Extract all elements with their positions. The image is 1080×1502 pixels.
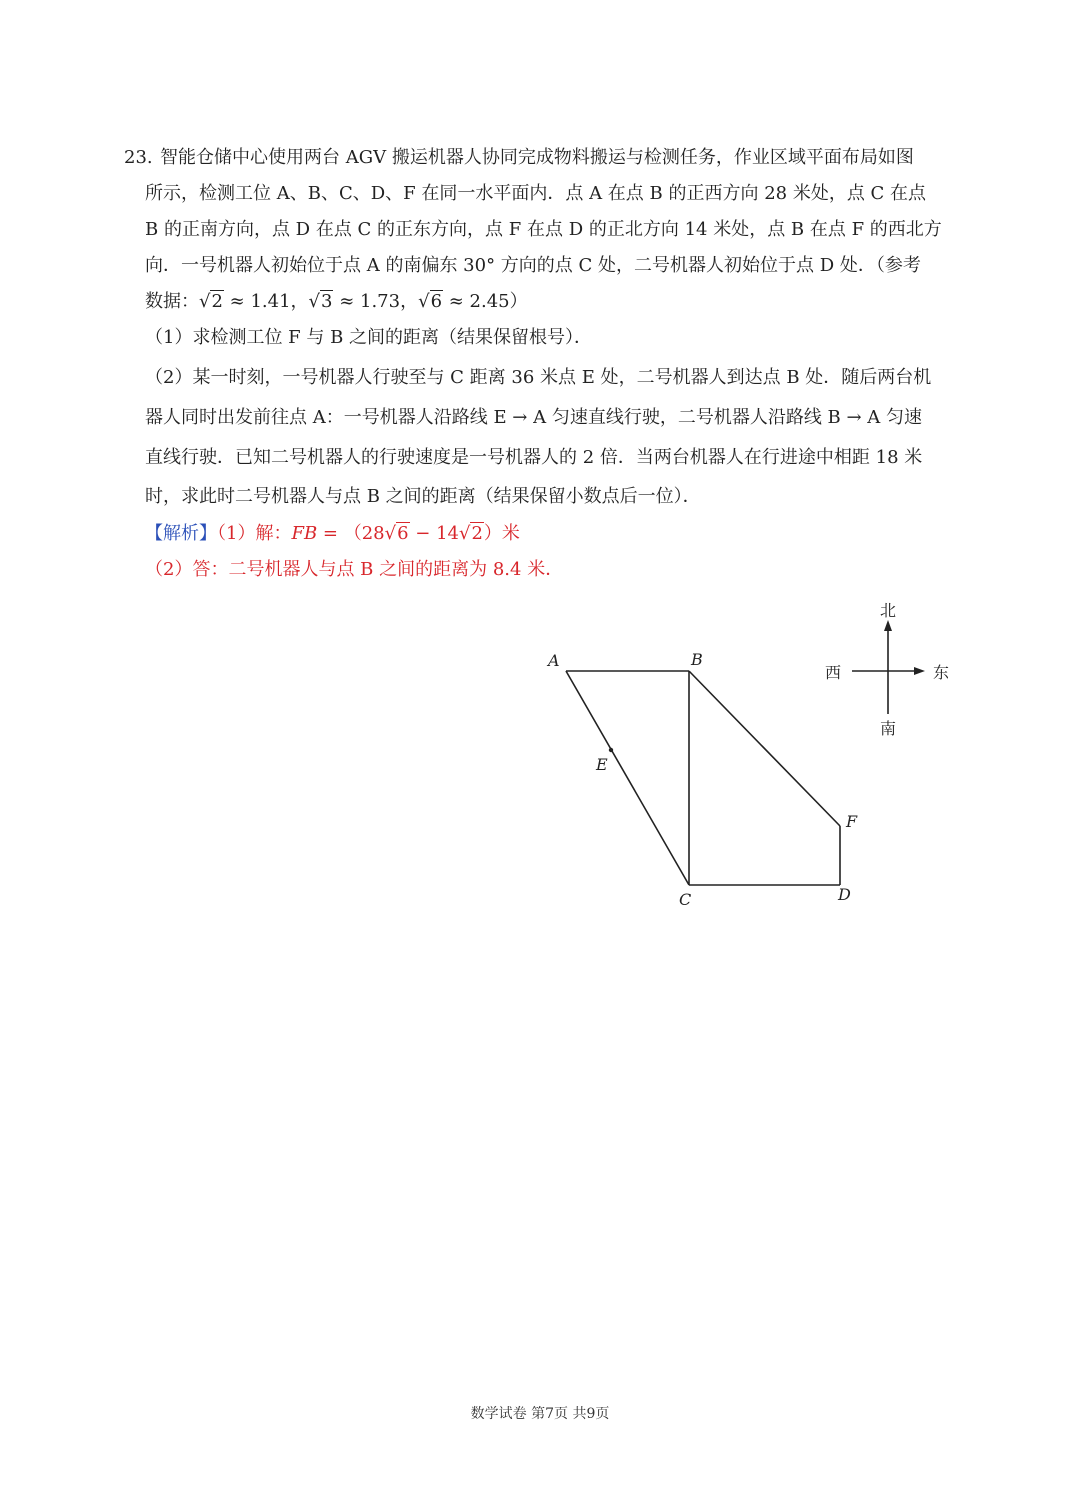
sqrt-3-value: ≈ 1.73， bbox=[333, 291, 419, 312]
sqrt-2: √2 bbox=[199, 291, 223, 312]
part-2-line-2: 器人同时出发前往点 A：一号机器人沿路线 E → A 匀速直线行驶，二号机器人沿路线 B → A 匀速 bbox=[145, 407, 923, 428]
answer-sqrt-2: √2 bbox=[458, 523, 483, 544]
part-2-line-4: 时，求此时二号机器人与点 B 之间的距离（结果保留小数点后一位）． bbox=[145, 486, 701, 507]
answer-1-suffix: ）米 bbox=[483, 523, 520, 544]
analysis-tag: 【解析】 bbox=[145, 523, 217, 544]
answer-1-minus: − 14 bbox=[409, 523, 459, 544]
compass-east-label: 东 bbox=[933, 663, 950, 682]
part-1-question: （1）求检测工位 F 与 B 之间的距离（结果保留根号）． bbox=[145, 327, 593, 348]
part-2-line-1: （2）某一时刻，一号机器人行驶至与 C 距离 36 米点 E 处，二号机器人到达点 B 处．随后两台机 bbox=[145, 367, 932, 388]
label-a: A bbox=[548, 651, 560, 670]
page-footer: 数学试卷 第7页 共9页 bbox=[470, 1406, 610, 1422]
answer-1-eq: = （28 bbox=[317, 523, 385, 544]
compass-south-label: 南 bbox=[880, 719, 897, 738]
question-line-2: 所示，检测工位 A、B、C、D、F 在同一水平面内．点 A 在点 B 的正西方向 28 米处，点 C 在点 bbox=[145, 183, 927, 204]
question-number: 23. bbox=[124, 147, 153, 168]
label-c: C bbox=[679, 890, 692, 909]
compass bbox=[852, 625, 918, 714]
north-arrow-icon bbox=[884, 620, 892, 631]
compass-north-label: 北 bbox=[880, 601, 897, 620]
label-b: B bbox=[691, 650, 703, 669]
label-f: F bbox=[846, 812, 858, 831]
reference-prefix: 数据： bbox=[145, 291, 199, 312]
sqrt-6-value: ≈ 2.45） bbox=[443, 291, 528, 312]
east-arrow-icon bbox=[914, 667, 925, 675]
question-line-4: 向．一号机器人初始位于点 A 的南偏东 30° 方向的点 C 处，二号机器人初始位于点 D 处．（参考 bbox=[145, 255, 921, 276]
segment-bf bbox=[689, 671, 840, 826]
label-d: D bbox=[838, 885, 851, 904]
compass-west-label: 西 bbox=[825, 663, 842, 682]
answer-sqrt-6: √6 bbox=[384, 523, 409, 544]
sqrt-6: √6 bbox=[418, 291, 443, 312]
segment-ac bbox=[566, 671, 689, 885]
part-2-line-3: 直线行驶．已知二号机器人的行驶速度是一号机器人的 2 倍．当两台机器人在行进途中相距 18 米 bbox=[145, 447, 923, 468]
point-e bbox=[609, 748, 613, 752]
sqrt-3: √3 bbox=[308, 291, 333, 312]
label-e: E bbox=[596, 755, 608, 774]
sqrt-2-value: ≈ 1.41， bbox=[223, 291, 309, 312]
question-line-3: B 的正南方向，点 D 在点 C 的正东方向，点 F 在点 D 的正北方向 14 米处，点 B 在点 F 的西北方 bbox=[145, 219, 942, 240]
question-line-1: 智能仓储中心使用两台 AGV 搬运机器人协同完成物料搬运与检测任务，作业区域平面布局如图 bbox=[160, 147, 914, 168]
answer-part-2: （2）答：二号机器人与点 B 之间的距离为 8.4 米． bbox=[145, 559, 564, 580]
answer-1-fb: FB bbox=[291, 523, 318, 544]
answer-1-prefix: （1）解： bbox=[217, 523, 292, 544]
